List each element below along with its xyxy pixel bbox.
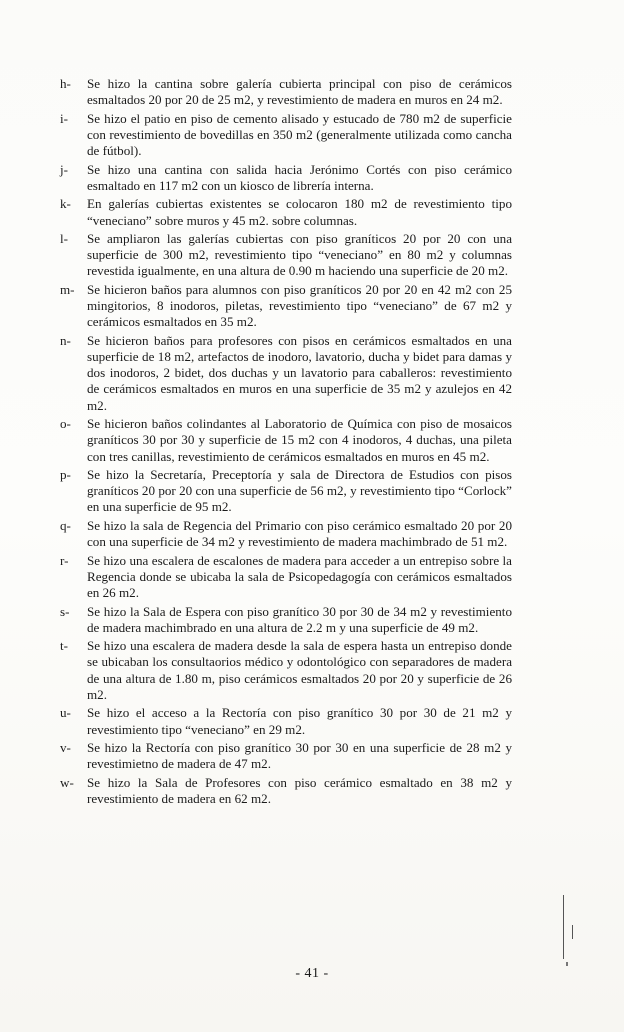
list-item-text: Se hizo el acceso a la Rectoría con piso granítico 30 por 30 de 21 m2 y revestimiento tipo “veneciano” en 29 m2. [87,705,512,737]
list-item-p [60,467,512,516]
list-item-text: Se hizo el patio en piso de cemento alisado y estucado de 780 m2 de superficie con revestimiento de bovedillas en 350 m2 (generalmente utilizada como cancha de fútbol). [87,110,512,159]
list-item-o [60,416,512,465]
list-item-l [60,231,512,280]
list-item-text: Se hizo la Sala de Profesores con piso cerámico esmaltado en 38 m2 y revestimiento de madera en 62 m2. [87,774,512,806]
list-item-text: Se hizo una escalera de madera desde la sala de espera hasta un entrepiso donde se ubicaban los consultaorios médico y odontológico con separadores de madera de una altura de 1.80 m, piso cerámicos esmaltados 20 por 20 y superficie de 26 m2. [87,638,512,702]
list-item-text: Se hizo una cantina con salida hacia Jerónimo Cortés con piso cerámico esmaltado en 117 m2 con un kiosco de librería interna. [87,161,512,193]
list-item-u [60,705,512,737]
page-number: - 41 - [295,966,329,981]
list-marker: o- [60,416,71,432]
list-item-s [60,604,512,636]
list-marker: l- [60,231,68,247]
list-marker: j- [60,161,68,177]
list-item-v [60,740,512,772]
list-marker: t- [60,638,68,654]
list-marker: w- [60,774,74,790]
list-item-text: En galerías cubiertas existentes se colocaron 180 m2 de revestimiento tipo “veneciano” sobre muros y 45 m2. sobre columnas. [87,196,512,228]
list-marker: h- [60,76,71,91]
list-marker: i- [60,110,68,126]
list-item-text: Se hicieron baños para profesores con pisos en cerámicos esmaltados en una superficie de 18 m2, artefactos de inodoro, lavatorio, ducha y bidet para damas y dos inodoros, 2 bidet, dos duchas y un lavatorio para caballeros: revestimiento de cerámicos esmaltados en muros en una superficie de 35 m2 y azulejos en 42 m2. [87,332,512,413]
list-marker: v- [60,740,71,756]
list-item-k [60,196,512,228]
list-marker: q- [60,517,71,533]
list-item-i [60,111,512,160]
list-item-t [60,638,512,703]
list-item-text: Se hizo la cantina sobre galería cubierta principal con piso de cerámicos esmaltados 20 por 20 de 25 m2, y revestimiento de madera en muros en 24 m2. [87,76,512,108]
list-item-text: Se hizo la Sala de Espera con piso granítico 30 por 30 de 34 m2 y revestimiento de madera machimbrado en una altura de 2.2 m y una superficie de 49 m2. [87,603,512,635]
list-item-text: Se hizo la Secretaría, Preceptoría y sala de Directora de Estudios con pisos graníticos 20 por 20 con una superficie de 56 m2, y revestimiento tipo “Corlock” en una superficie de 95 m2. [87,467,512,515]
list-item-m [60,282,512,331]
list-item-q [60,518,512,550]
list-marker: p- [60,467,71,483]
construction-list [60,76,512,809]
list-item-text: Se ampliaron las galerías cubiertas con piso graníticos 20 por 20 con una superficie de 300 m2, revestimiento tipo “veneciano” en 80 m2 y columnas revestida igualmente, en una altura de 0.90 m haciendo una superficie de 20 m2. [87,231,512,279]
list-item-text: Se hizo la sala de Regencia del Primario con piso cerámico esmaltado 20 por 20 con una superficie de 34 m2 y revestimiento de madera machimbrado de 51 m2. [87,517,512,550]
list-item-h [60,76,512,108]
list-marker: k- [60,196,71,212]
list-item-text: Se hicieron baños para alumnos con piso graníticos 20 por 20 en 42 m2 con 25 mingitorios, 8 inodoros, piletas, revestimiento tipo “veneciano” de 67 m2 y cerámicos esmaltados en 35 m2. [87,281,512,330]
list-marker: r- [60,552,69,568]
list-item-text: Se hizo una escalera de escalones de madera para acceder a un entrepiso sobre la Regencia donde se ubicaba la sala de Psicopedagogía con cerámicos esmaltados en 26 m2. [87,552,512,601]
margin-pen-mark [572,925,573,939]
list-item-r [60,553,512,602]
list-item-j [60,162,512,194]
list-marker: n- [60,332,71,348]
list-item-text: Se hicieron baños colindantes al Laboratorio de Química con piso de mosaicos graníticos 30 por 30 y superficie de 15 m2 con 4 inodoros, 4 duchas, una pileta con tres canillas, revestimiento de cerámicos esmaltados en muros en 45 m2. [87,416,512,464]
list-item-n [60,333,512,414]
list-marker: u- [60,705,71,721]
list-item-text: Se hizo la Rectoría con piso granítico 30 por 30 en una superficie de 28 m2 y revestimietno de madera de 47 m2. [87,740,512,772]
margin-pen-mark [563,895,564,959]
list-marker: s- [60,603,70,619]
list-item-w [60,775,512,807]
list-marker: m- [60,281,75,297]
